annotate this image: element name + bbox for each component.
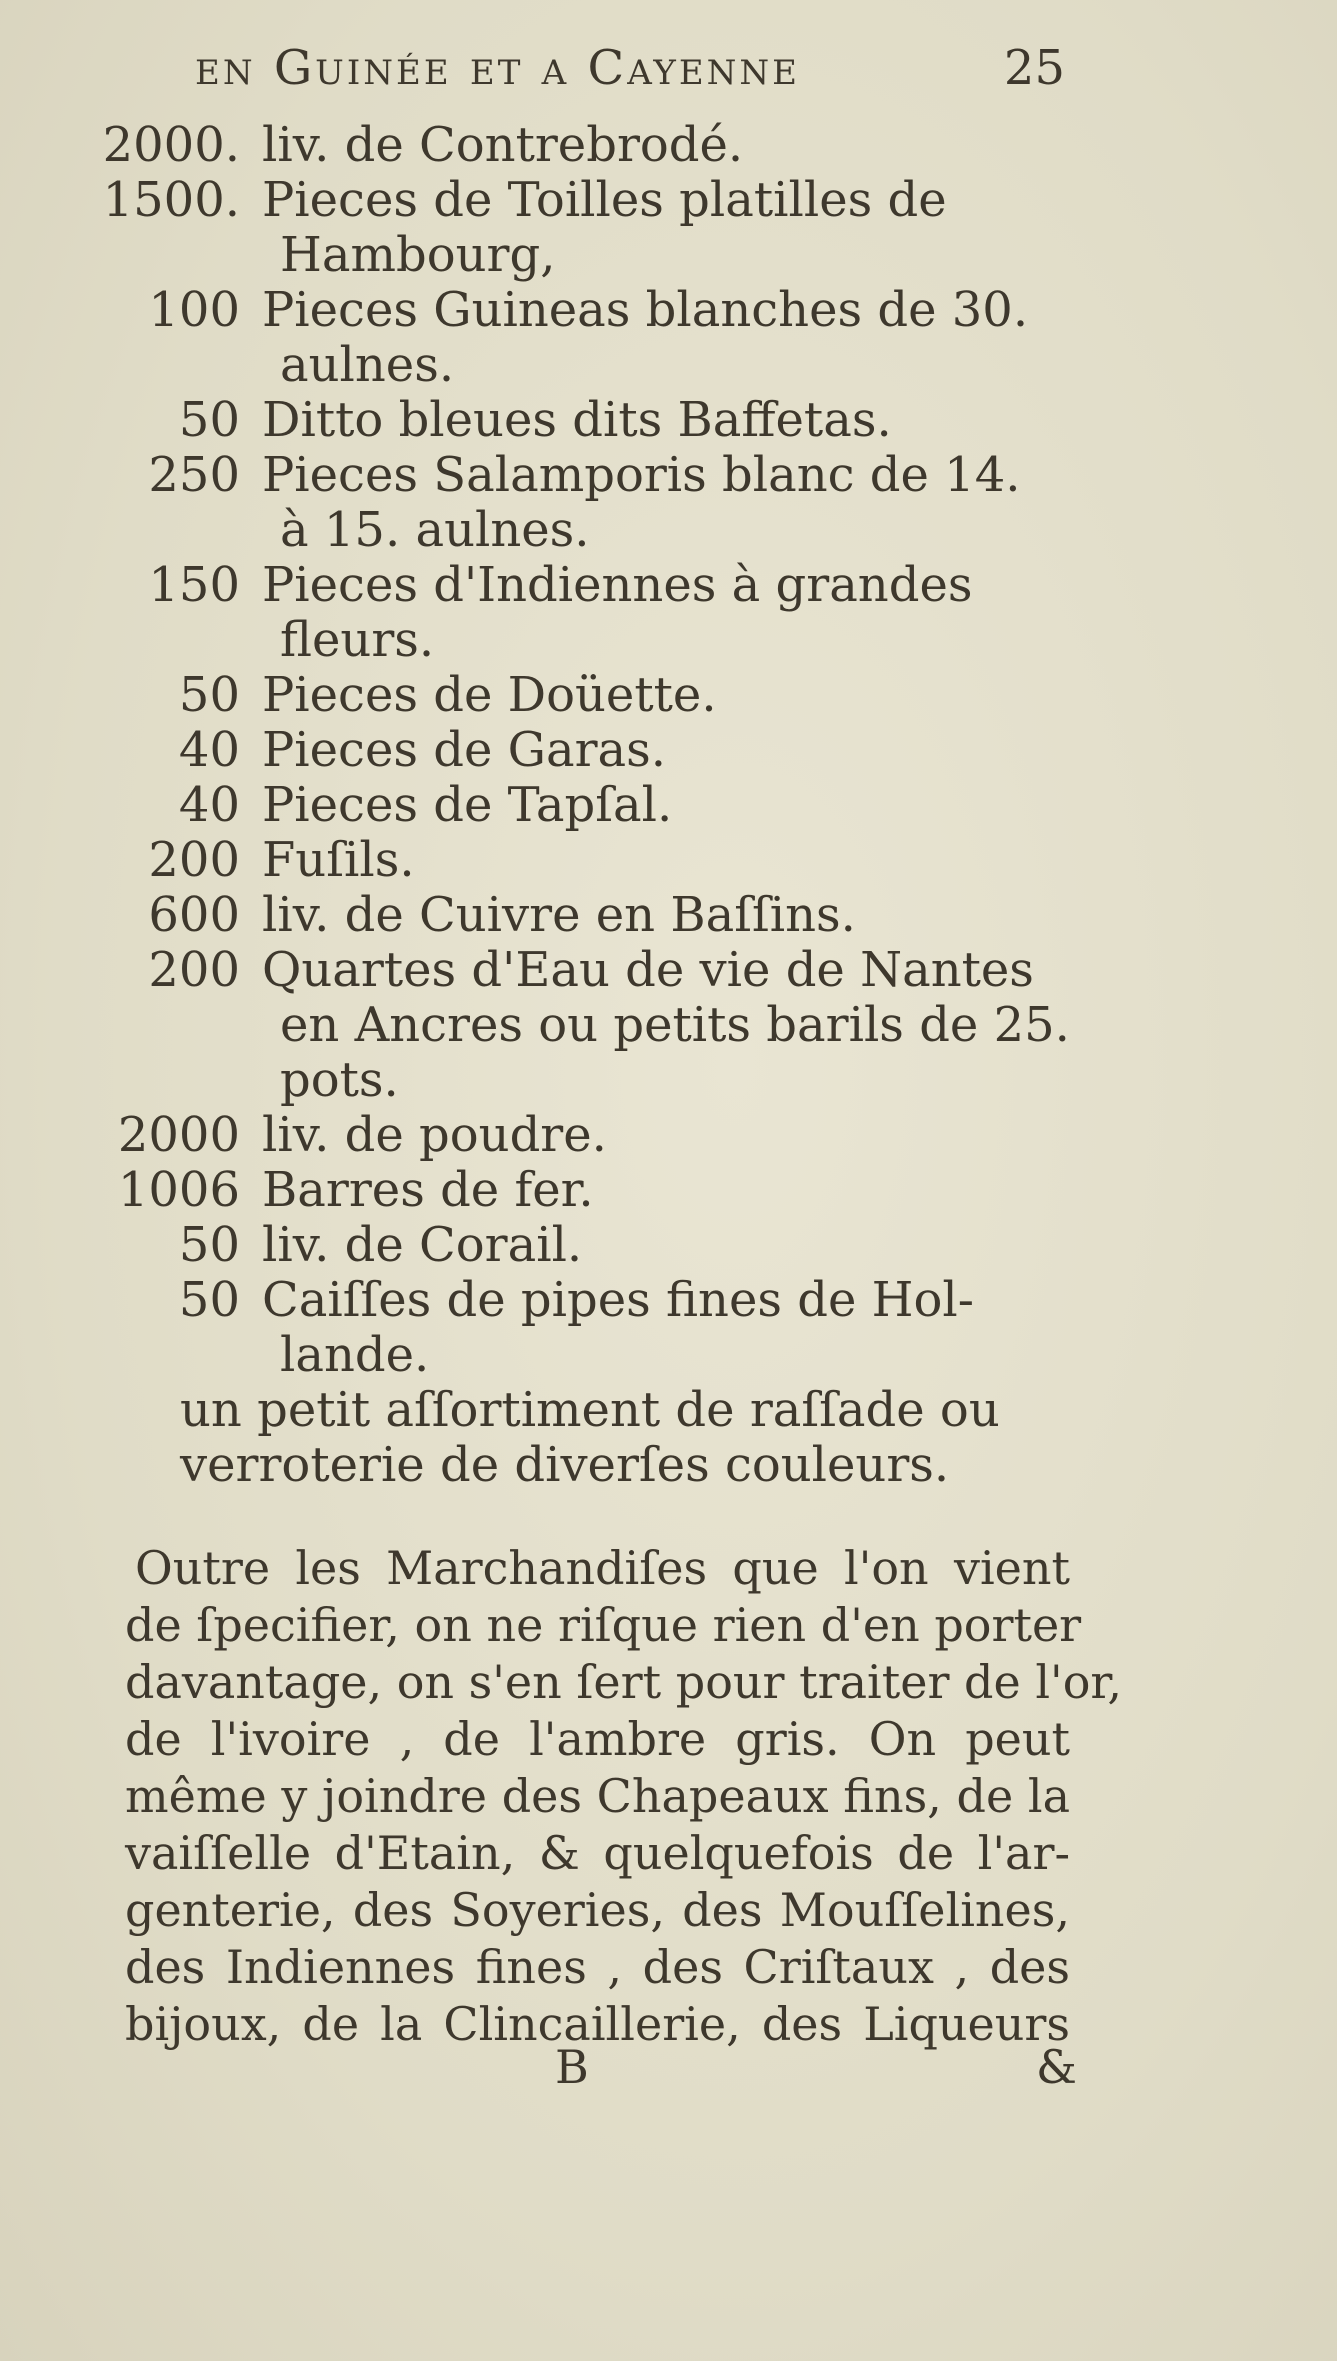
page-number: 25	[1003, 40, 1065, 96]
item-quantity: 40	[178, 777, 240, 833]
paragraph-line: de l'ivoire , de l'ambre gris. On peut	[125, 1712, 1070, 1766]
item-description-continued: en Ancres ou petits barils de 25.	[280, 997, 1070, 1053]
item-description-continued: Hambourg,	[280, 227, 556, 283]
item-quantity: 150	[148, 557, 240, 613]
page-footer	[0, 2040, 1337, 2100]
item-description: liv. de Corail.	[262, 1217, 583, 1273]
item-description-continued: pots.	[280, 1052, 399, 1108]
item-description: liv. de Contrebrodé.	[262, 117, 744, 173]
item-quantity: 600	[148, 887, 240, 943]
paragraph-line: même y joindre des Chapeaux fins, de la	[125, 1769, 1070, 1823]
item-description: Pieces de Doüette.	[262, 667, 717, 723]
item-quantity: 100	[148, 282, 240, 338]
item-description-continued: fleurs.	[280, 612, 435, 668]
item-quantity: 2000	[117, 1107, 240, 1163]
item-description: Pieces de Toilles platilles de	[262, 172, 947, 228]
item-quantity: 50	[178, 667, 240, 723]
item-quantity: 250	[148, 447, 240, 503]
paragraph-line: des Indiennes fines , des Criſtaux , des	[125, 1940, 1070, 1994]
body-paragraph	[125, 1540, 1122, 2053]
item-description: Pieces Salamporis blanc de 14.	[262, 447, 1021, 503]
item-description: liv. de poudre.	[262, 1107, 607, 1163]
item-quantity: 200	[148, 832, 240, 888]
item-quantity: 50	[178, 392, 240, 448]
paragraph-line: vaiſſelle d'Etain, & quelquefois de l'ar-	[125, 1826, 1070, 1880]
item-description-continued: à 15. aulnes.	[280, 502, 590, 558]
item-description: Pieces d'Indiennes à grandes	[262, 557, 973, 613]
item-description: Barres de fer.	[262, 1162, 594, 1218]
item-description: liv. de Cuivre en Baſſins.	[262, 887, 856, 943]
item-description: Caiſſes de pipes fines de Hol-	[262, 1272, 974, 1328]
paragraph-line: Outre les Marchandiſes que l'on vient	[135, 1541, 1070, 1595]
item-description: Pieces de Garas.	[262, 722, 667, 778]
item-quantity: 1006	[117, 1162, 240, 1218]
page-header	[195, 40, 1065, 110]
item-quantity: 50	[178, 1272, 240, 1328]
item-quantity: 2000.	[102, 117, 240, 173]
item-quantity: 50	[178, 1217, 240, 1273]
running-title: en Guinée et a Cayenne	[195, 40, 800, 96]
item-description: un petit aſſortiment de raſſade ou	[180, 1382, 1000, 1438]
item-description: Pieces de Tapſal.	[262, 777, 673, 833]
item-description: Fuſils.	[262, 832, 415, 888]
catchword: &	[1036, 2040, 1077, 2094]
item-description-continued: lande.	[280, 1327, 430, 1383]
paragraph-line: de ſpecifier, on ne riſque rien d'en porter	[125, 1598, 1082, 1652]
item-description-continued: verroterie de diverſes couleurs.	[180, 1437, 950, 1493]
signature-mark: B	[555, 2040, 589, 2094]
item-quantity: 200	[148, 942, 240, 998]
item-description: Pieces Guineas blanches de 30.	[262, 282, 1029, 338]
paragraph-line: genterie, des Soyeries, des Mouſſelines,	[125, 1883, 1070, 1937]
item-description: Quartes d'Eau de vie de Nantes	[262, 942, 1034, 998]
paragraph-line: bijoux, de la Clincaillerie, des Liqueurs	[125, 1997, 1070, 2051]
paragraph-line: davantage, on s'en ſert pour traiter de l'or,	[125, 1655, 1122, 1709]
item-description: Ditto bleues dits Baffetas.	[262, 392, 892, 448]
item-description-continued: aulnes.	[280, 337, 455, 393]
item-quantity: 40	[178, 722, 240, 778]
item-quantity: 1500.	[102, 172, 240, 228]
